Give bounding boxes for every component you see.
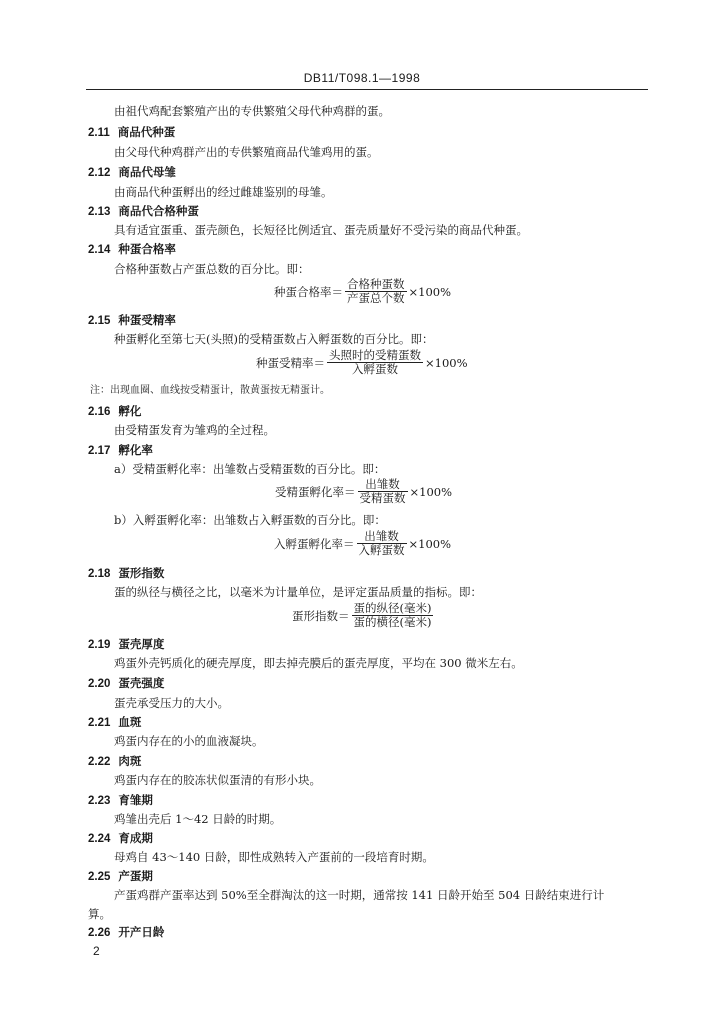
fraction-denominator: 入孵蛋数 — [352, 362, 398, 376]
section-2-24-heading — [88, 831, 153, 846]
term-title: 孵化 — [118, 404, 142, 418]
section-2-18-body: 蛋的纵径与横径之比，以毫米为计量单位，是评定蛋品质量的指标。即： — [114, 585, 482, 599]
section-2-14-heading — [88, 242, 176, 257]
section-2-22-body: 鸡蛋内存在的胶冻状似蛋清的有形小块。 — [114, 773, 321, 787]
term-title: 育成期 — [118, 831, 153, 845]
fraction — [345, 278, 407, 305]
section-2-18-heading — [88, 566, 164, 581]
formula-suffix: ×100% — [409, 484, 453, 499]
header-rule — [86, 89, 648, 90]
section-number: 2.26 — [88, 927, 111, 939]
section-2-17-item-b: b）入孵蛋孵化率：出雏数占入孵蛋数的百分比。即： — [114, 513, 386, 527]
section-number: 2.11 — [88, 127, 110, 139]
section-number: 2.18 — [88, 568, 111, 580]
section-number: 2.14 — [88, 244, 111, 256]
section-2-15-heading — [88, 313, 176, 328]
standard-code: DB11/T098.1—1998 — [303, 71, 421, 85]
section-number: 2.20 — [88, 678, 111, 690]
term-title: 蛋壳厚度 — [118, 637, 165, 651]
section-2-11-heading — [88, 125, 175, 140]
section-number: 2.19 — [88, 639, 111, 651]
fraction-denominator: 产蛋总个数 — [347, 291, 405, 305]
section-number: 2.24 — [88, 833, 111, 845]
term-title: 孵化率 — [118, 443, 153, 457]
section-2-20-body: 蛋壳承受压力的大小。 — [114, 696, 229, 710]
formula-label: 种蛋合格率＝ — [274, 284, 343, 299]
section-number: 2.25 — [88, 871, 111, 883]
fraction — [352, 602, 434, 629]
fraction-numerator: 出雏数 — [365, 477, 400, 491]
section-2-20-heading — [88, 676, 164, 691]
section-number: 2.23 — [88, 795, 111, 807]
section-2-25-body-line-1: 产蛋鸡群产蛋率达到 50%至全群淘汰的这一时期，通常按 141 日龄开始至 504 日龄结束进行计 — [114, 888, 605, 902]
section-2-13-body: 具有适宜蛋重、蛋壳颜色，长短径比例适宜、蛋壳质量好不受污染的商品代种蛋。 — [114, 223, 528, 237]
section-2-19-heading — [88, 637, 164, 652]
term-title: 产蛋期 — [118, 869, 153, 883]
section-number: 2.17 — [88, 445, 111, 457]
formula-set-hatch-rate — [274, 530, 451, 557]
fraction-numerator: 合格种蛋数 — [347, 277, 405, 291]
formula-qualified-rate — [274, 278, 451, 305]
term-title: 开产日龄 — [118, 925, 165, 939]
fraction-denominator: 受精蛋数 — [359, 491, 406, 505]
fraction-denominator: 蛋的横径(毫米) — [353, 615, 432, 629]
section-2-24-body: 母鸡自 43～140 日龄，即性成熟转入产蛋前的一段培育时期。 — [114, 850, 434, 864]
term-title: 蛋形指数 — [118, 566, 165, 580]
term-title: 种蛋受精率 — [118, 313, 176, 327]
section-number: 2.21 — [88, 717, 111, 729]
fraction — [327, 349, 423, 376]
formula-suffix: ×100% — [408, 284, 452, 299]
term-title: 肉斑 — [118, 754, 142, 768]
term-title: 蛋壳强度 — [118, 676, 165, 690]
section-2-22-heading — [88, 754, 141, 769]
formula-suffix: ×100% — [425, 355, 468, 370]
fraction-denominator: 入孵蛋数 — [358, 543, 405, 557]
formula-suffix: ×100% — [408, 536, 452, 551]
section-2-12-heading — [88, 165, 176, 180]
section-number: 2.22 — [88, 756, 111, 768]
term-title: 血斑 — [118, 715, 142, 729]
term-title: 商品代合格种蛋 — [118, 204, 199, 218]
fraction — [358, 478, 408, 505]
term-title: 种蛋合格率 — [118, 242, 176, 256]
fraction — [357, 530, 407, 557]
formula-fertile-hatch-rate — [275, 478, 452, 505]
page-number: 2 — [93, 944, 100, 958]
fraction-numerator: 头照时的受精蛋数 — [329, 348, 421, 362]
formula-label: 受精蛋孵化率＝ — [275, 484, 356, 499]
section-2-11-body: 由父母代种鸡群产出的专供繁殖商品代雏鸡用的蛋。 — [114, 145, 379, 159]
formula-egg-shape-index — [292, 602, 435, 629]
section-2-21-body: 鸡蛋内存在的小的血液凝块。 — [114, 734, 264, 748]
section-2-10-body: 由祖代鸡配套繁殖产出的专供繁殖父母代种鸡群的蛋。 — [114, 104, 390, 118]
section-2-16-heading — [88, 404, 141, 419]
formula-fertility-rate — [256, 349, 468, 376]
formula-label: 蛋形指数＝ — [292, 608, 350, 623]
section-2-15-body: 种蛋孵化至第七天(头照)的受精蛋数占入孵蛋数的百分比。即： — [114, 332, 434, 346]
section-2-14-body: 合格种蛋数占产蛋总数的百分比。即： — [114, 262, 310, 276]
section-2-17-item-a: a）受精蛋孵化率：出雏数占受精蛋数的百分比。即： — [114, 462, 386, 476]
fraction-numerator: 出雏数 — [364, 529, 399, 543]
section-2-12-body: 由商品代种蛋孵出的经过雌雄鉴别的母雏。 — [114, 185, 333, 199]
section-2-15-note: 注：出现血圈、血线按受精蛋计，散黄蛋按无精蛋计。 — [90, 385, 330, 396]
formula-label: 入孵蛋孵化率＝ — [274, 536, 355, 551]
section-2-19-body: 鸡蛋外壳钙质化的硬壳厚度，即去掉壳膜后的蛋壳厚度，平均在 300 微米左右。 — [114, 656, 523, 670]
section-number: 2.15 — [88, 315, 111, 327]
section-2-23-heading — [88, 793, 153, 808]
section-2-21-heading — [88, 715, 141, 730]
fraction-numerator: 蛋的纵径(毫米) — [353, 601, 432, 615]
term-title: 商品代种蛋 — [117, 125, 176, 139]
section-number: 2.13 — [88, 206, 111, 218]
section-2-25-heading — [88, 869, 153, 884]
term-title: 商品代母雏 — [118, 165, 176, 179]
section-number: 2.16 — [88, 406, 111, 418]
section-number: 2.12 — [88, 167, 111, 179]
formula-label: 种蛋受精率＝ — [256, 355, 325, 370]
term-title: 育雏期 — [118, 793, 153, 807]
section-2-25-body-line-2: 算。 — [88, 907, 111, 921]
section-2-16-body: 由受精蛋发育为雏鸡的全过程。 — [114, 423, 275, 437]
section-2-13-heading — [88, 204, 199, 219]
section-2-23-body: 鸡雏出壳后 1～42 日龄的时期。 — [114, 812, 282, 826]
section-2-26-heading — [88, 925, 164, 940]
section-2-17-heading — [88, 443, 153, 458]
